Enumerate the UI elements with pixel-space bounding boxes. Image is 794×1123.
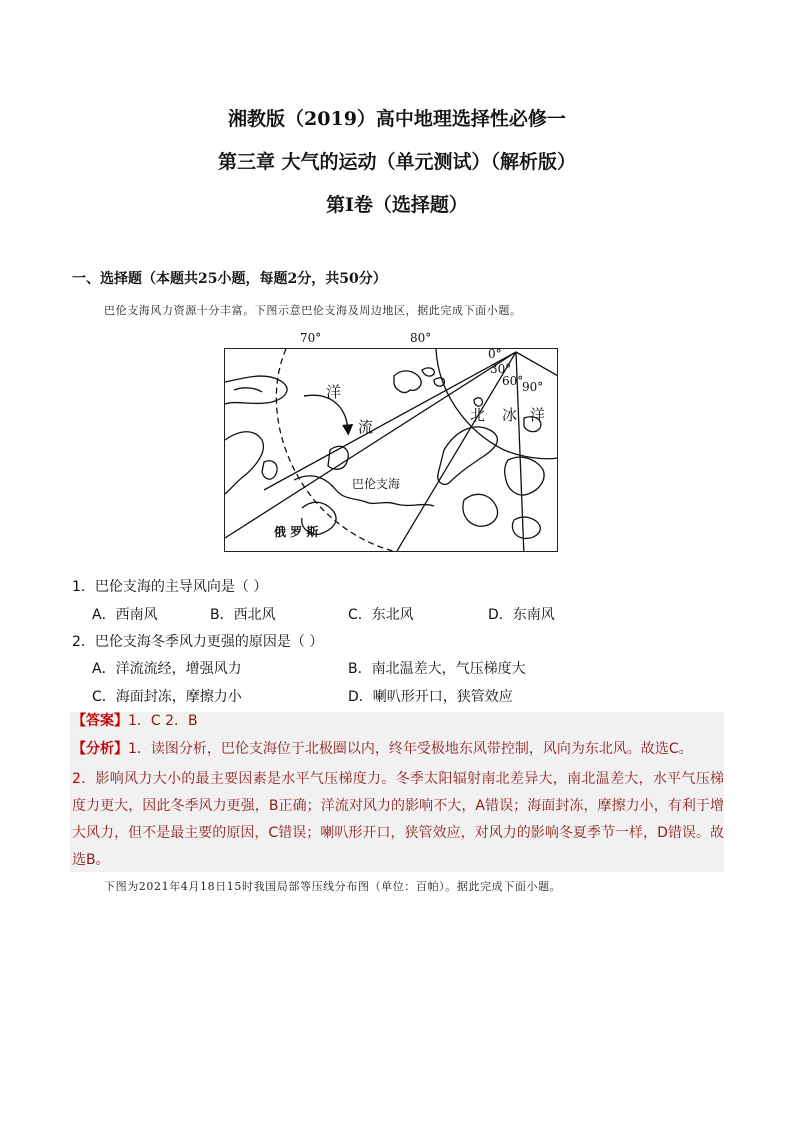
lon-label-0: 0°	[488, 347, 502, 361]
answer-tag: 【答案】	[72, 713, 128, 729]
q2-option-c: C．海面封冻，摩擦力小	[92, 689, 242, 705]
analysis-text-1: 1．读图分析，巴伦支海位于北极圈以内，终年受极地东风带控制，风向为东北风。故选C。	[128, 741, 693, 757]
label-russia: 俄 罗 斯	[274, 525, 319, 539]
volume-title: 第Ⅰ卷（选择题）	[326, 194, 468, 216]
lon-label-80: 80°	[410, 331, 432, 345]
q1-option-d: D．东南风	[488, 607, 555, 623]
coastline-scandinavia	[225, 432, 263, 494]
question-2: 2．巴伦支海冬季风力更强的原因是（ ）	[72, 634, 324, 650]
q1-option-a: A．西南风	[92, 607, 158, 623]
section-heading: 一、选择题（本题共25小题，每题2分，共50分）	[72, 271, 387, 287]
question-intro: 巴伦支海风力资源十分丰富。下图示意巴伦支海及周边地区，据此完成下面小题。	[104, 304, 522, 317]
label-yang2: 洋	[530, 406, 546, 424]
q2-option-d: D．喇叭形开口，狭管效应	[348, 689, 513, 705]
lon-label-60: 60°	[502, 374, 524, 388]
label-yang: 洋	[326, 383, 342, 401]
lon-label-30: 30°	[490, 362, 512, 376]
label-barents-sea: 巴伦支海	[352, 477, 401, 491]
q2-option-b: B．南北温差大，气压梯度大	[348, 661, 526, 677]
label-bing: 冰	[502, 406, 518, 424]
answer-text: 1．C 2．B	[128, 713, 198, 729]
analysis-num-2: 2．	[72, 771, 96, 787]
lon-label-70: 70°	[300, 331, 322, 345]
question-intro-2: 下图为2021年4月18日15时我国局部等压线分布图（单位：百帕）。据此完成下面小题。	[104, 880, 562, 893]
analysis-line-1	[72, 736, 722, 763]
q1-option-c: C．东北风	[348, 607, 414, 623]
analysis-text-2: 影响风力大小的最主要因素是水平气压梯度力。冬季太阳辐射南北差异大，南北温差大，水平气压梯度力更大，因此冬季风力更强，B正确；洋流对风力的影响不大，A错误；海面封冻，摩擦力小，有利于增大风力，但不是最主要的原因，C错误；喇叭形开口，狭管效应，对风力的影响冬夏季节一样，D错误。故选B。	[72, 771, 724, 868]
label-bei: 北	[470, 406, 486, 424]
lon-label-90: 90°	[522, 380, 544, 394]
document-title: 湘教版（2019）高中地理选择性必修一	[228, 108, 566, 130]
q1-option-b: B．西北风	[210, 607, 276, 623]
island-novaya-zemlya	[438, 427, 498, 485]
analysis-paragraph-2	[72, 766, 724, 874]
label-liu: 流	[358, 418, 374, 436]
question-1: 1．巴伦支海的主导风向是（ ）	[72, 579, 268, 595]
answer-line	[72, 708, 722, 735]
barents-sea-map	[224, 330, 560, 556]
chapter-title: 第三章 大气的运动（单元测试）（解析版）	[217, 151, 577, 173]
island-svalbard	[394, 371, 421, 393]
analysis-tag: 【分析】	[72, 741, 128, 757]
q2-option-a: A．洋流流经，增强风力	[92, 661, 242, 677]
